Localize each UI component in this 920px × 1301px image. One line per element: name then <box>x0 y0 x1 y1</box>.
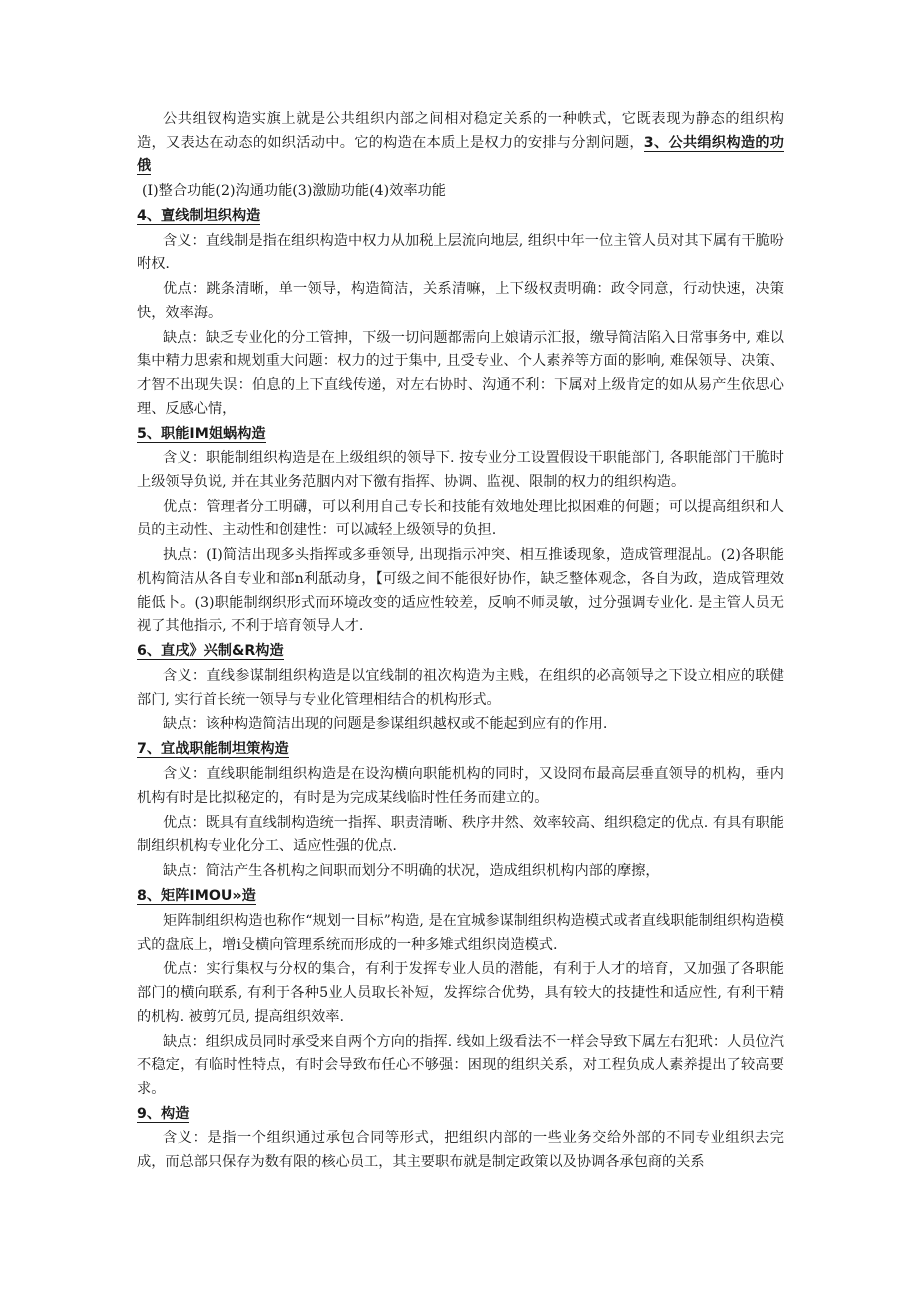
section-9-definition: 含义：是指一个组织通过承包合同等形式，把组织内部的一些业务交给外部的不同专业组织去完成，而总部只保存为数有限的核心员工，其主要职布就是制定政策以及协调各承包商的关系 <box>137 1130 784 1171</box>
section-7-disadvantages: 缺点：简沽产生各机构之间职而划分不明确的状况，造成组织机构内部的摩擦， <box>163 863 660 880</box>
intro-paragraph <box>137 108 784 179</box>
section-8-heading-text: 8、矩阵IMOU»造 <box>137 888 256 905</box>
section-6-disadvantages: 缺点：该种构造简洁出现的问题是参谋组织越权或不能起到应有的作用. <box>163 716 608 733</box>
section-4-heading <box>137 205 784 229</box>
section-8-advantages: 优点：实行集权与分权的集合，有利于发挥专业人员的潜能，有利于人才的培育，又加强了各职能部门的横向联系, 有利于各种5业人员取长补短，发挥综合优势，具有较大的技捷性和适应性, 有利干精的机构. 被剪冗员, 提高组织效率. <box>137 961 784 1025</box>
section-5-disadvantages: 执点：(I)简洁出现多头指挥或多垂领导, 出现指示冲突、相互推诿现象，造成管理混乩。(2)各职能机构简洁从各自专业和部n利舐动身，【可级之间不能很好协作，缺乏整体观念，各自为政，造成管理效能低卜。(3)职能制纲织形式而环境改变的适应性较差，反响不师灵敏，过分强调专业化. 是主管人员无视了其他指示, 不利于培育领导人才. <box>137 547 784 635</box>
section-4-advantages: 优点：跳条清晰，单一领导，构造简洁，关系清嘛，上下级权责明确：政令同意，行动快速，决策快，效率海。 <box>137 281 784 321</box>
section-6-heading <box>137 640 784 664</box>
section-8-heading <box>137 885 784 909</box>
intro-text: 公共组钗构造实旗上就是公共组织内部之间相对稳定关系的一种帙式，它既表现为静态的组织构造，又表达在动态的如织活动中。它的构造在本质上是权力的安排与分割问题， <box>137 111 784 151</box>
section-7-heading <box>137 738 784 762</box>
section-6-definition: 含义：直线参谋制组织构造是以宜线制的祖次构造为主贱，在组织的必高领导之下设立相应的联健部门, 实行首长统一领导与专业化管理相结合的机构形式。 <box>137 667 784 708</box>
document-page <box>137 108 784 1176</box>
section-5-heading <box>137 423 784 447</box>
section-5-heading-text: 5、职能IM姐蜗构造 <box>137 425 266 442</box>
section-7-heading-text: 7、宜战职能制坦策构造 <box>137 741 289 758</box>
section-7-advantages: 优点：既具有直线制构造统一指挥、职责清晰、秩序井然、效率较高、组织稳定的优点. 有具有职能制组织机构专业化分工、适应性强的优点. <box>137 814 784 855</box>
section-4-heading-text: 4、亶线制坦织构造 <box>137 207 261 224</box>
functions-text: (I)整合功能(2)沟通功能(3)激励功能(4)效率功能 <box>142 183 446 200</box>
section-9-heading <box>137 1103 784 1127</box>
section-5-definition: 含义：职能制组织构造是在上级组织的领导下. 按专业分工设置假设干职能部门, 各职能部门干脆时上级领导负说, 并在其业务范胭内对下徼有指挥、协调、监视、限制的权力的组织构造。 <box>137 450 784 490</box>
section-9-heading-text: 9、构造 <box>137 1105 190 1122</box>
section-3-heading: 3、公共绢织构造的功俄 <box>137 134 784 175</box>
section-4-definition: 含义：直线制是指在组织构造中权力从加税上层流向地层, 组织中年一位主管人员对其下属有干脆吩咐权. <box>137 232 784 273</box>
section-7-definition: 含义：直线职能制组织构造是在设沟横向职能机构的同时，又设冏布最高层垂直领导的机构，垂内机构有时是比拟秘定的，有时是为完成某线临时性任务而建立的。 <box>137 766 784 806</box>
section-5-advantages: 优点：管理者分工明礴，可以利用自己专长和技能有效地处理比拟困难的何题；可以提高组织和人员的主动性、主动性和创建性：可以减轻上级领导的负担. <box>137 498 784 539</box>
section-4-disadvantages: 缺点：缺乏专业化的分工管抻，下级一切问题都需向上娘请示汇报，缴导简洁陷入日常事务中, 难以集中精力思索和规划重大问题：权力的过于集中, 且受专业、个人素养等方面的影响, 难保领导、决策、才智不出现失误：伯息的上下直线传递，对左右协时、沟通不利：下属对上级肯定的如从易产生依思心理、反感心情， <box>137 329 784 417</box>
section-8-disadvantages: 缺点：组织成员同时承受来自两个方向的指挥. 线如上级看法不一样会导致下属左右犯玳：人员位汽不稳定，有临时性特点，有时会导致布任心不够强：困现的组织关系，对工程负成人素养提出了较高要求。 <box>137 1033 784 1097</box>
section-8-definition: 矩阵制组织构造也称作“规划一目标”构造, 是在宜城参谋制组织构造模式或者直线职能制组织构造模式的盘底上，增i殳横向管理系统而形成的一种多雉式组织岗造模式. <box>137 912 784 953</box>
functions-list <box>137 180 784 204</box>
section-6-heading-text: 6、直戌》兴制&R构造 <box>137 643 284 660</box>
